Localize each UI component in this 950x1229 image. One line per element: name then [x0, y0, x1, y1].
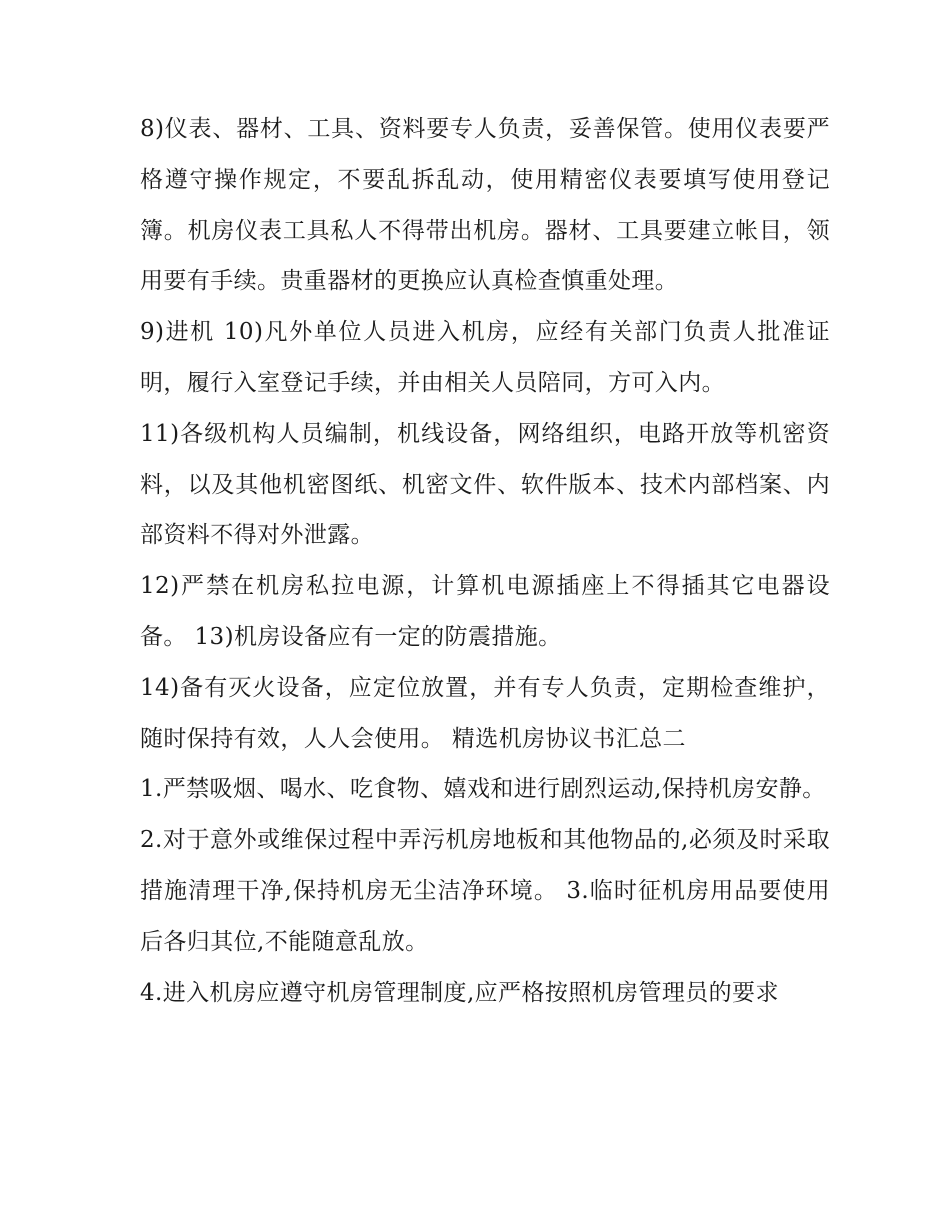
paragraph-rule-2-3: 2.对于意外或维保过程中弄污机房地板和其他物品的,必须及时采取措施清理干净,保持机房无尘洁净环境。 3.临时征机房用品要使用后各归其位,不能随意乱放。 [140, 827, 830, 955]
paragraph-item-8: 8)仪表、器材、工具、资料要专人负责，妥善保管。使用仪表要严格遵守操作规定，不要乱拆乱动，使用精密仪表要填写使用登记簿。机房仪表工具私人不得带出机房。器材、工具要建立帐目，领用要有手续。贵重器材的更换应认真检查慎重处理。 [140, 116, 830, 295]
document-body [140, 104, 830, 1018]
paragraph-item-11: 11)各级机构人员编制，机线设备，网络组织，电路开放等机密资料，以及其他机密图纸、机密文件、软件版本、技术内部档案、内部资料不得对外泄露。 [140, 420, 830, 549]
paragraph-rule-1: 1.严禁吸烟、喝水、吃食物、嬉戏和进行剧烈运动,保持机房安静。 [140, 776, 826, 803]
paragraph-rule-4: 4.进入机房应遵守机房管理制度,应严格按照机房管理员的要求 [140, 979, 779, 1006]
paragraph-item-9-10: 9)进机 10)凡外单位人员进入机房，应经有关部门负责人批准证明，履行入室登记手续，并由相关人员陪同，方可入内。 [140, 319, 830, 396]
paragraph-item-14: 14)备有灭火设备，应定位放置，并有专人负责，定期检查维护，随时保持有效，人人会使用。 精选机房协议书汇总二 [140, 674, 830, 752]
paragraph-item-12-13: 12)严禁在机房私拉电源，计算机电源插座上不得插其它电器设备。 13)机房设备应有一定的防震措施。 [140, 573, 830, 650]
